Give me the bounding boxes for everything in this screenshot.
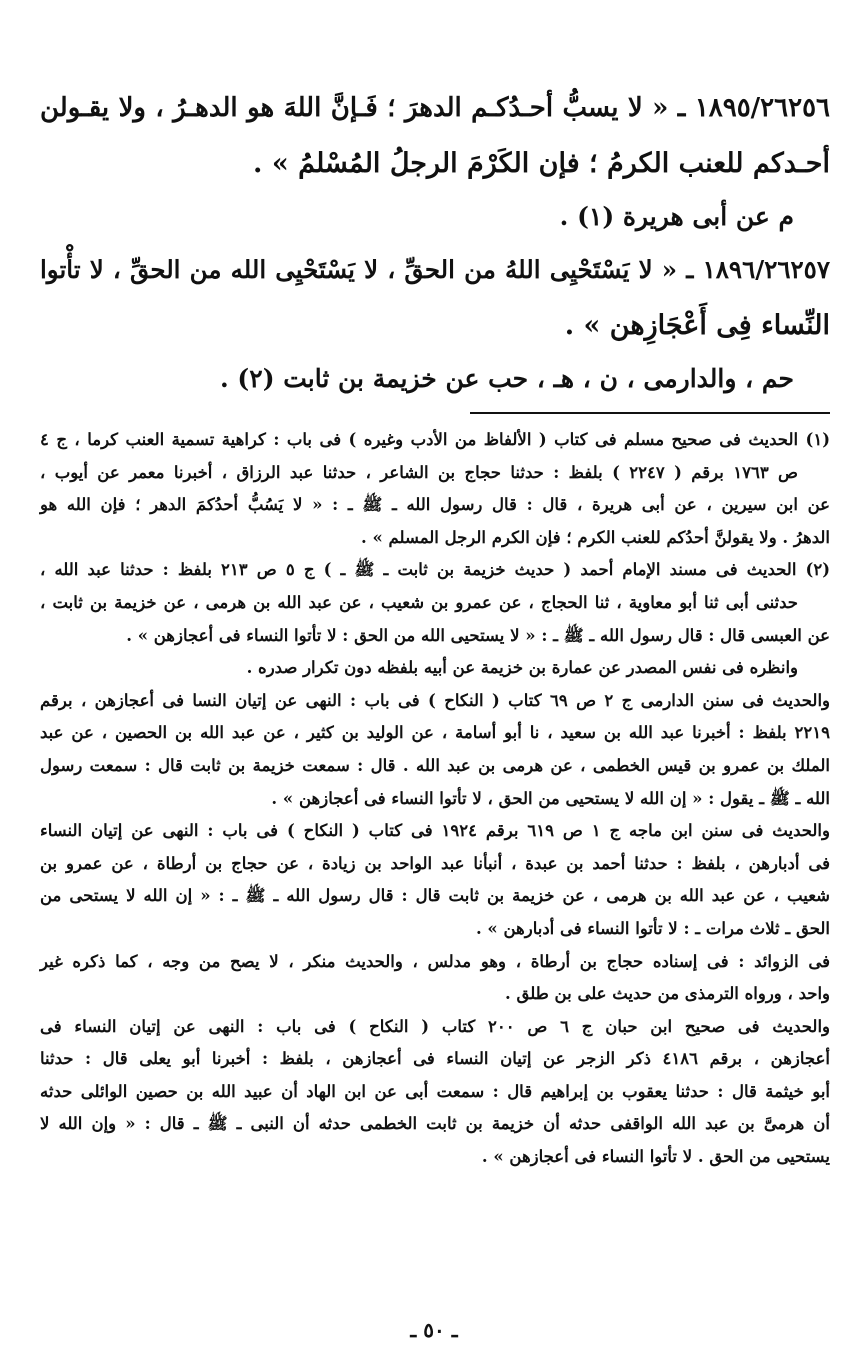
page-body — [40, 80, 830, 1174]
footnote-line: الدهرُ . ولا يقولنَّ أحدُكم للعنب الكرم ؛ فإن الكرم الرجل المسلم » . — [361, 527, 830, 547]
footnotes — [40, 424, 830, 1174]
hadith-1896-source: حم ، والدارمى ، ن ، هـ ، حب عن خزيمة بن ثابت (٢) . — [220, 364, 794, 393]
footnote-line: عن العبسى قال : قال رسول الله ـ ﷺ ـ : « لا يستحيى الله من الحق : لا تأتوا النساء فى أعجازهن » . — [126, 625, 830, 645]
footnote-line: عن ابن سيرين ، عن أبى هريرة ، قال : قال رسول الله ـ ﷺ ـ : « لا يَسُبُّ أحدُكمَ الدهر ؛ فإن الله هو — [40, 495, 830, 515]
footnote-line: ٢٢١٩ بلفظ : أخبرنا عبد الله بن سعيد ، نا أبو أسامة ، عن الوليد بن كثير ، عن عبد الله بن الحصين ، عن عبد — [40, 723, 830, 743]
footnote-line: واحد ، ورواه الترمذى من حديث على بن طلق . — [504, 984, 830, 1004]
footnote-line: الحق ـ ثلاث مرات ـ : لا تأتوا النساء فى أدبارهن » . — [475, 918, 830, 938]
page-number: ـ ٥٠ ـ — [410, 1318, 458, 1342]
footnote-line: شعيب ، عن عبد الله بن هرمى ، عن خزيمة بن ثابت قال : قال رسول الله ـ ﷺ ـ : « إن الله لا يستحى من — [40, 886, 830, 906]
footnote-line: ص ١٧٦٣ برقم ( ٢٢٤٧ ) بلفظ : حدثنا حجاج بن الشاعر ، حدثنا عبد الرزاق ، أخبرنا معمر عن أيوب ، — [40, 462, 799, 482]
footnote-line: أن هرمىَّ بن عبد الله الواقفى حدثه أن خزيمة بن ثابت الخطمى حدثه أن النبى ـ ﷺ ـ قال : « وإن الله لا — [40, 1114, 830, 1134]
footnote-line: أبو خيثمة قال : حدثنا يعقوب بن إبراهيم قال : سمعت أبى عن ابن الهاد أن عبيد الله بن حصين الوائلى حدثه — [40, 1081, 830, 1101]
footnote-line: الله ـ ﷺ ـ يقول : « إن الله لا يستحيى من الحق ، لا تأتوا النساء فى أعجازهن » . — [271, 788, 830, 808]
hadith-1895-source: م عن أبى هريرة (١) . — [559, 202, 794, 231]
footnote-line: وانظره فى نفس المصدر عن عمارة بن خزيمة عن أبيه بلفظه دون تكرار صدره . — [246, 658, 798, 678]
footnote-separator — [470, 412, 830, 414]
footnote-line: فى الزوائد : فى إسناده حجاج بن أرطاة ، وهو مدلس ، والحديث منكر ، لا يصح من وجه ، كما ذكره غير — [40, 951, 830, 971]
footnote-line: أعجازهن ، برقم ٤١٨٦ ذكر الزجر عن إتيان النساء فى أعجازهن ، بلفظ : أخبرنا أبو يعلى قال : حدثنا — [40, 1049, 830, 1069]
hadith-1895-line-2: أحـدكم للعنب الكرمُ ؛ فإن الكَرْمَ الرجلُ المُسْلمُ » . — [253, 148, 830, 179]
footnote-line: فى أدبارهن ، بلفظ : حدثنا أحمد بن عبدة ، أنبأنا عبد الواحد بن زيادة ، عن حجاج بن أرطاة ، عن عمرو بن — [40, 853, 830, 873]
footnote-line: والحديث فى صحيح ابن حبان ج ٦ ص ٢٠٠ كتاب ( النكاح ) فى باب : النهى عن إتيان النساء فى — [40, 1016, 831, 1036]
main-text — [40, 80, 830, 398]
hadith-1895-line-1: ١٨٩٥/٢٦٢٥٦ ـ « لا يسبُّ أحـدُكـم الدهرَ ؛ فَـإنَّ اللهَ هو الدهـرُ ، ولا يقـولن — [40, 93, 830, 123]
hadith-1896-line-2: النِّساء فِى أَعْجَازِهن » . — [564, 310, 830, 341]
footnote-line: (١) الحديث فى صحيح مسلم فى كتاب ( الألفاظ من الأدب وغيره ) فى باب : كراهية تسمية العنب كرما ، ج ٤ — [40, 430, 830, 449]
hadith-1896-line-1: ١٨٩٦/٢٦٢٥٧ ـ « لا يَسْتَحْيِى اللهُ من الحقِّ ، لا يَسْتَحْيِى الله من الحقِّ ، لا تأْتوا — [40, 255, 830, 284]
footnote-line: والحديث فى سنن الدارمى ج ٢ ص ٦٩ كتاب ( النكاح ) فى باب : النهى عن إتيان النسا فى أعجازهن ، برقم — [40, 690, 830, 710]
footnote-line: (٢) الحديث فى مسند الإمام أحمد ( حديث خزيمة بن ثابت ـ ﷺ ـ ) ج ٥ ص ٢١٣ بلفظ : حدثنا عبد الله ، — [40, 560, 831, 580]
footnote-line: يستحيى من الحق . لا تأتوا النساء فى أعجازهن » . — [481, 1147, 830, 1167]
footnote-line: حدثنى أبى ثنا أبو معاوية ، ثنا الحجاج ، عن عمرو بن شعيب ، عن عبد الله بن هرمى ، عن خزيمة بن ثابت ، — [40, 592, 798, 612]
footnote-line: والحديث فى سنن ابن ماجه ج ١ ص ٦١٩ برقم ١٩٢٤ فى كتاب ( النكاح ) فى باب : النهى عن إتيان النساء — [40, 821, 830, 841]
footnote-line: الملك بن عمرو بن قيس الخطمى ، عن هرمى بن عبد الله . قال : سمعت خزيمة بن ثابت قال : سمعت رسول — [40, 755, 830, 775]
